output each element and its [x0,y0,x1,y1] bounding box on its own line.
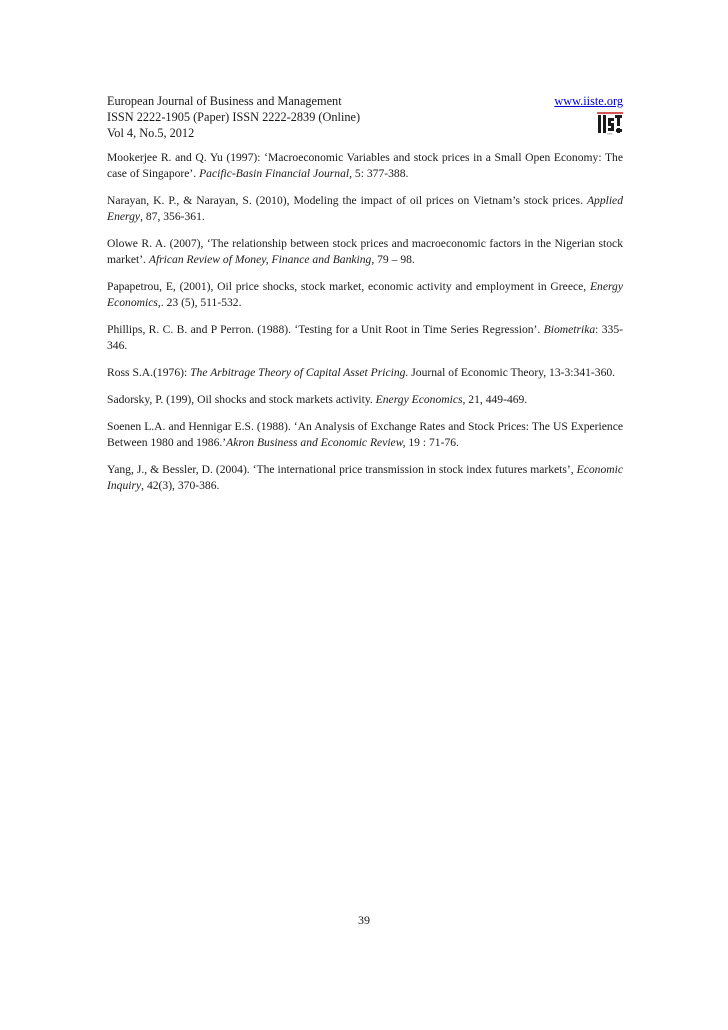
reference-item: Papapetrou, E, (2001), Oil price shocks, stock market, economic activity and employment in Greece, Energy Economics,. 23 (5), 511-532. [107,280,623,310]
reference-item: Ross S.A.(1976): The Arbitrage Theory of Capital Asset Pricing. Journal of Economic Theory, 13-3:341-360. [107,366,616,379]
journal-header [107,93,623,142]
references-list [107,150,623,505]
iiste-logo [597,112,623,135]
reference-item: Narayan, K. P., & Narayan, S. (2010), Modeling the impact of oil prices on Vietnam’s stock prices. Applied Energy, 87, 356-361. [107,194,623,224]
reference-item: Phillips, R. C. B. and P Perron. (1988). ‘Testing for a Unit Root in Time Series Regression’. Biometrika: 335-346. [107,323,623,353]
volume-line: Vol 4, No.5, 2012 [107,126,195,141]
reference-item: Yang, J., & Bessler, D. (2004). ‘The international price transmission in stock index futures markets’, Economic Inquiry, 42(3), 370-386. [107,462,623,492]
journal-title: European Journal of Business and Management [107,94,342,108]
page-number: 39 [358,913,370,927]
svg-text:IISTE: IISTE [607,133,613,135]
journal-url-link[interactable]: www.iiste.org [554,94,623,108]
reference-item: Soenen L.A. and Hennigar E.S. (1988). ‘An Analysis of Exchange Rates and Stock Prices: The US Experience Between 1980 and 1986.’Akron Business and Economic Review, 19 : 71-76. [107,419,623,449]
reference-item: Olowe R. A. (2007), ‘The relationship between stock prices and macroeconomic factors in the Nigerian stock market’. African Review of Money, Finance and Banking, 79 – 98. [107,237,623,267]
reference-item: Mookerjee R. and Q. Yu (1997): ‘Macroeconomic Variables and stock prices in a Small Open Economy: The case of Singapore’. Pacific-Basin Financial Journal, 5: 377-388. [107,151,623,181]
reference-item: Sadorsky, P. (199), Oil shocks and stock markets activity. Energy Economics, 21, 449-469. [107,392,528,406]
issn-line: ISSN 2222-1905 (Paper) ISSN 2222-2839 (Online) [107,110,361,125]
